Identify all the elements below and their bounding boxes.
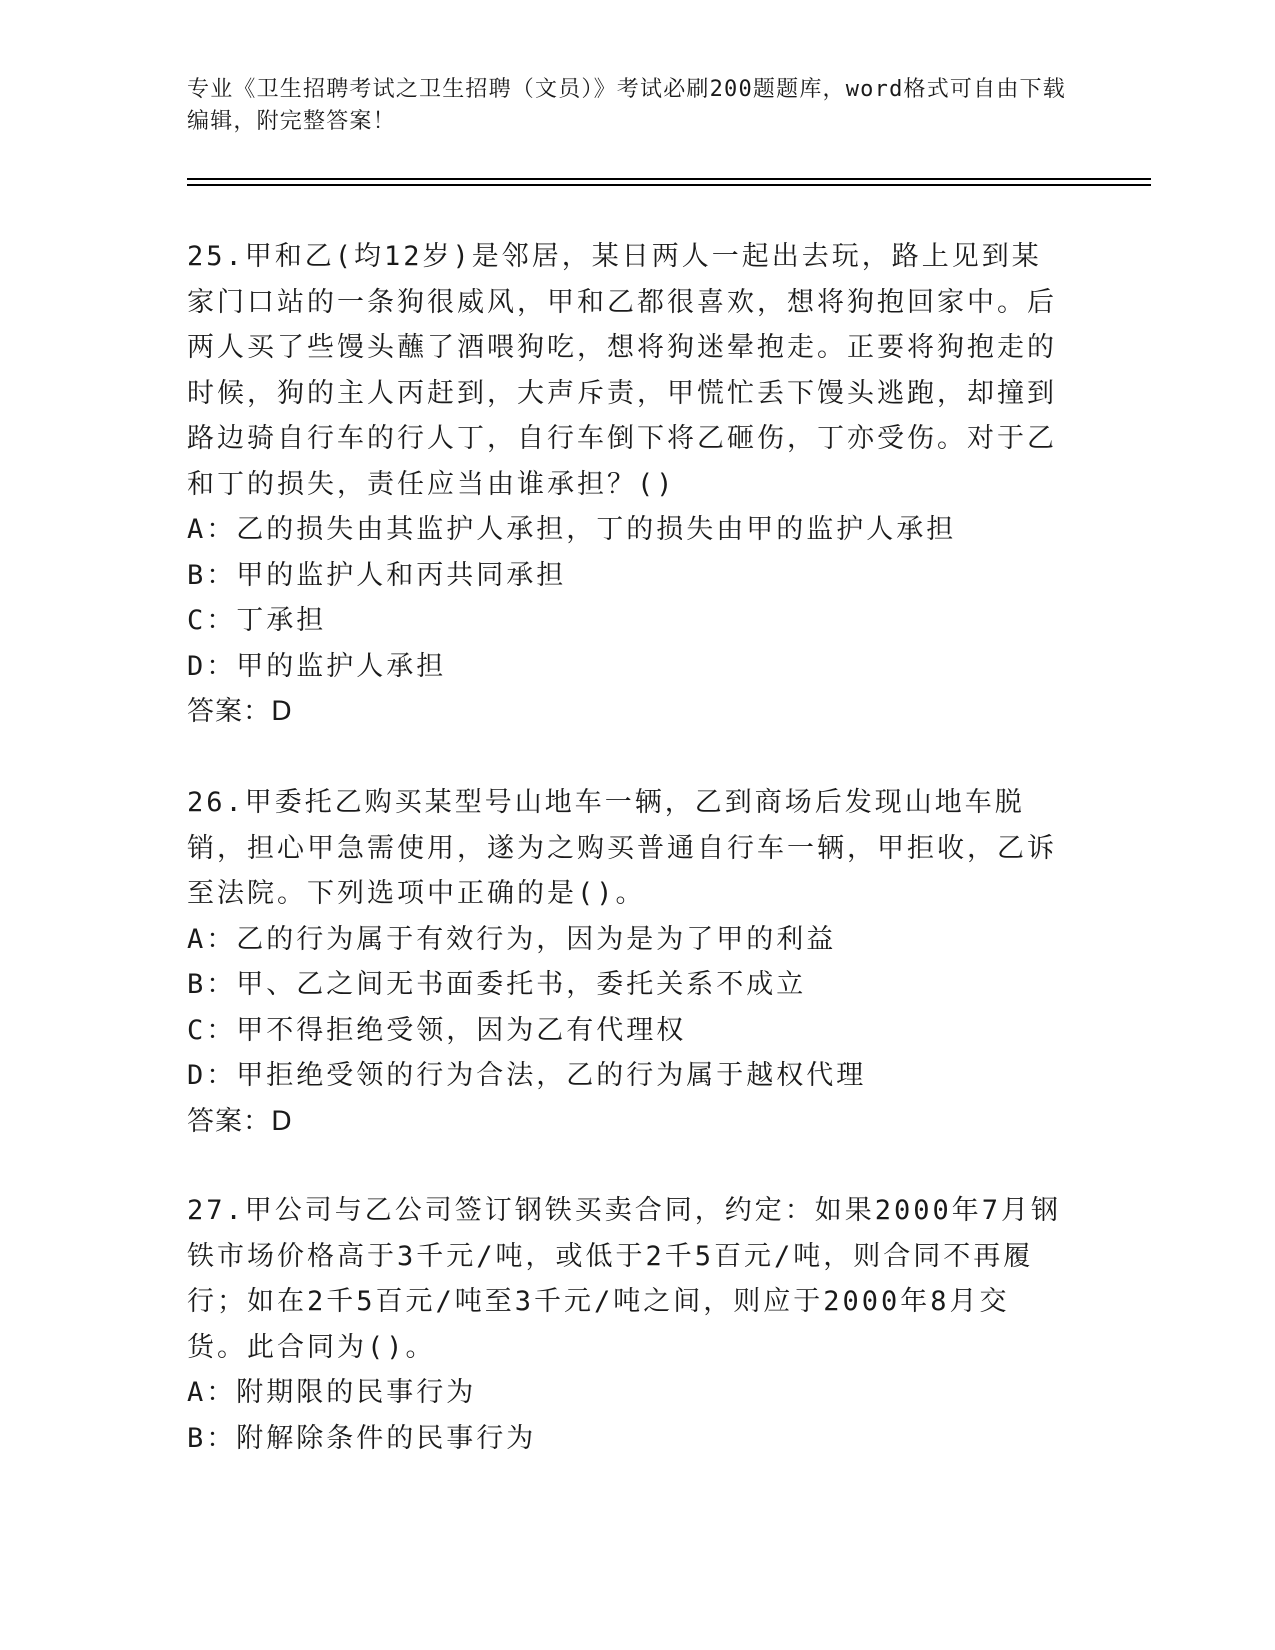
option-d: D：甲拒绝受领的行为合法，乙的行为属于越权代理: [187, 1060, 867, 1091]
question-stem: 27.甲公司与乙公司签订钢铁买卖合同，约定：如果2000年7月钢铁市场价格高于3千元/吨，或低于2千5百元/吨，则合同不再履行；如在2千5百元/吨至3千元/吨之间，则应于2000年8月交货。此合同为()。: [187, 1195, 1062, 1363]
option-a: A：乙的损失由其监护人承担，丁的损失由甲的监护人承担: [187, 514, 957, 545]
question-stem: 26.甲委托乙购买某型号山地车一辆，乙到商场后发现山地车脱销，担心甲急需使用，遂为之购买普通自行车一辆，甲拒收，乙诉至法院。下列选项中正确的是()。: [187, 787, 1057, 909]
option-b: B：甲的监护人和丙共同承担: [187, 559, 567, 591]
question-stem: 25.甲和乙(均12岁)是邻居，某日两人一起出去玩，路上见到某家门口站的一条狗很威风，甲和乙都很喜欢，想将狗抱回家中。后两人买了些馒头蘸了酒喂狗吃，想将狗迷晕抱走。正要将狗抱走的时候，狗的主人丙赶到，大声斥责，甲慌忙丢下馒头逃跑，却撞到路边骑自行车的行人丁，自行车倒下将乙砸伤，丁亦受伤。对于乙和丁的损失，责任应当由谁承担？(): [187, 241, 1057, 500]
question-26: [187, 780, 1067, 1144]
option-c: C：丁承担: [187, 605, 327, 636]
header-divider-bottom: [187, 184, 1151, 186]
answer-line: 答案：D: [187, 1105, 293, 1137]
option-a: A：附期限的民事行为: [187, 1377, 477, 1408]
option-d: D：甲的监护人承担: [187, 650, 447, 682]
option-b: B：甲、乙之间无书面委托书，委托关系不成立: [187, 969, 807, 1000]
document-header: 专业《卫生招聘考试之卫生招聘（文员）》考试必刷200题题库，word格式可自由下载编辑，附完整答案！: [187, 77, 1066, 134]
option-a: A：乙的行为属于有效行为，因为是为了甲的利益: [187, 923, 837, 955]
question-27: [187, 1188, 1067, 1461]
option-c: C：甲不得拒绝受领，因为乙有代理权: [187, 1014, 687, 1046]
header-divider-top: [187, 178, 1151, 180]
answer-line: 答案：D: [187, 696, 293, 727]
question-25: [187, 234, 1067, 735]
option-b: B：附解除条件的民事行为: [187, 1422, 537, 1454]
